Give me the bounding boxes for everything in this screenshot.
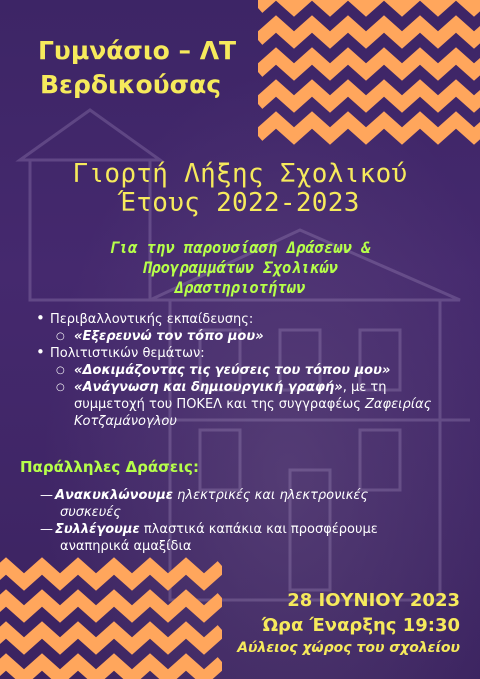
school-name-line1: Γυμνάσιο – ΛΤ: [38, 36, 237, 65]
event-date: 28 ΙΟΥΝΙΟΥ 2023: [287, 590, 460, 611]
dash: —: [40, 522, 53, 537]
event-subtitle-line1: Για την παρουσίαση Δράσεων &: [109, 239, 371, 257]
event-subtitle: [0, 238, 480, 298]
chevron-pattern-bottom: [0, 552, 222, 679]
dash: —: [40, 488, 53, 503]
reading-program: «Ανάγνωση και δημιουργική γραφή»: [74, 380, 343, 395]
environment-label: Περιβαλλοντικής εκπαίδευσης:: [50, 312, 254, 327]
school-name-line2: Βερδικούσας: [40, 70, 222, 99]
parallel-actions-title: Παράλληλες Δράσεις:: [20, 458, 199, 476]
event-title: [0, 160, 480, 218]
event-title-line2: Έτους 2022-2023: [120, 188, 360, 218]
recycle-text: ηλεκτρικές και ηλεκτρονικές: [173, 488, 369, 503]
tastes-program: «Δοκιμάζοντας τις γεύσεις του τόπου μου»: [74, 363, 391, 378]
recycle-text-line2: συσκευές: [60, 505, 121, 520]
collect-text: πλαστικά καπάκια και προσφέρουμε: [139, 522, 378, 537]
collect-text-line2: αναπηρικά αμαξίδια: [60, 539, 192, 554]
list-subitem-explore: [34, 328, 454, 345]
chevron-pattern-top: [258, 0, 480, 150]
author-name: Ζαφειρίας Κοτζαμάνογλου: [74, 397, 432, 429]
list-subitem-tastes: [34, 362, 454, 379]
event-location: Αύλειος χώρος του σχολείου: [237, 640, 460, 656]
explore-program: «Εξερευνώ τον τόπο μου»: [74, 329, 264, 344]
event-title-line1: Γιορτή Λήξης Σχολικού: [72, 159, 408, 189]
list-item-environment: [34, 311, 454, 328]
program-list: [34, 311, 454, 430]
list-subitem-reading: [34, 379, 454, 430]
parallel-action-recycle: [40, 487, 420, 521]
parallel-action-collect: [40, 521, 440, 555]
school-name: [38, 34, 236, 102]
event-subtitle-line2: Προγραμμάτων Σχολικών: [142, 259, 338, 277]
recycle-verb: Ανακυκλώνουμε: [55, 488, 173, 503]
culture-label: Πολιτιστικών θεμάτων:: [50, 346, 205, 361]
collect-verb: Συλλέγουμε: [55, 522, 140, 537]
event-subtitle-line3: Δραστηριοτήτων: [174, 279, 306, 297]
event-start-time: Ώρα Έναρξης 19:30: [261, 615, 460, 636]
list-item-culture: [34, 345, 454, 362]
reading-program-details: , με τη συμμετοχή του ΠΟΚΕΛ και της συγγραφέως: [74, 380, 387, 412]
